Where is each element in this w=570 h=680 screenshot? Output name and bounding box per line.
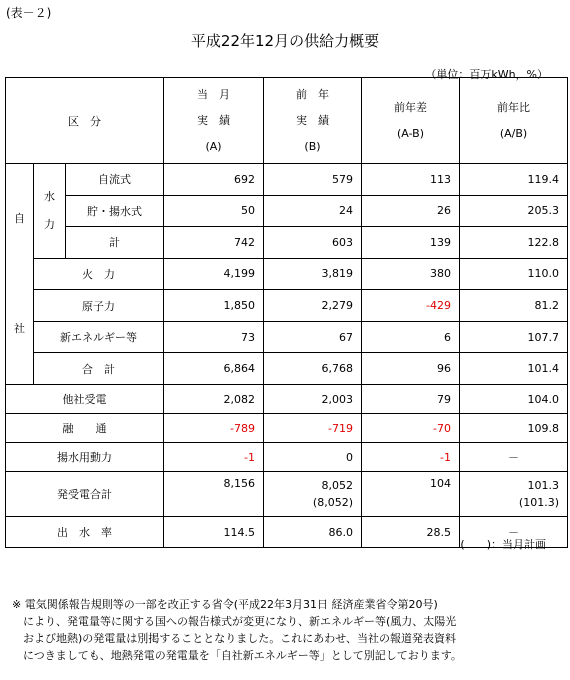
value-ratio: － [460, 443, 568, 472]
value-ratio: 101.3 (101.3) [460, 472, 568, 517]
value-a: 2,082 [164, 385, 264, 414]
value-ratio: 119.4 [460, 164, 568, 196]
page-title: 平成22年12月の供給力概要 [190, 32, 380, 50]
plan-legend: ( )：当月計画 [460, 538, 546, 551]
value-b: 2,003 [264, 385, 362, 414]
header-current-month: 当 月 実 績 (A) [164, 78, 264, 164]
value-diff: -1 [362, 443, 460, 472]
value-b: 2,279 [264, 290, 362, 322]
row-label: 融 通 [6, 414, 164, 443]
header-row [6, 78, 568, 164]
value-ratio: 205.3 [460, 195, 568, 227]
value-diff: 79 [362, 385, 460, 414]
value-b: 86.0 [264, 517, 362, 548]
footnote-line: および地熱)の発電量は別掲することとなりました。これにあわせ、当社の報道発表資料 [12, 632, 456, 645]
value-ratio: － [460, 517, 568, 548]
value-diff: -429 [362, 290, 460, 322]
value-b: 8,052 (8,052) [264, 472, 362, 517]
value-ratio: 104.0 [460, 385, 568, 414]
value-a: 1,850 [164, 290, 264, 322]
table-row [6, 472, 568, 517]
row-label: 揚水用動力 [6, 443, 164, 472]
value-diff: -70 [362, 414, 460, 443]
supply-table [5, 77, 568, 548]
footnote-line: により、発電量等に関する国への報告様式が変更になり、新エネルギー等(風力、太陽光 [12, 615, 457, 628]
value-diff: 28.5 [362, 517, 460, 548]
value-ratio: 122.8 [460, 227, 568, 259]
row-label: 新エネルギー等 [34, 321, 164, 353]
table-row [6, 164, 568, 196]
table-row [6, 227, 568, 259]
value-a: 6,864 [164, 353, 264, 385]
value-b: 6,768 [264, 353, 362, 385]
row-label: 自流式 [66, 164, 164, 196]
value-diff: 96 [362, 353, 460, 385]
value-ratio: 81.2 [460, 290, 568, 322]
footnote [12, 596, 564, 664]
value-diff: 6 [362, 321, 460, 353]
value-a: 114.5 [164, 517, 264, 548]
header-ratio: 前年比 (A/B) [460, 78, 568, 164]
own-company-label: 自 社 [6, 164, 34, 385]
row-label: 他社受電 [6, 385, 164, 414]
value-b: 603 [264, 227, 362, 259]
row-label: 出 水 率 [6, 517, 164, 548]
value-a: 8,156 [164, 472, 264, 517]
row-label: 発受電合計 [6, 472, 164, 517]
row-label: 火 力 [34, 258, 164, 290]
value-diff: 380 [362, 258, 460, 290]
footnote-line: につきましても、地熱発電の発電量を「自社新エネルギー等」として別記しております。 [12, 649, 462, 662]
header-category: 区 分 [6, 78, 164, 164]
footnote-line: ※ 電気関係報告規則等の一部を改正する省令(平成22年3月31日 経済産業省令第20号) [12, 598, 438, 611]
value-a: 73 [164, 321, 264, 353]
table-row [6, 385, 568, 414]
table-number: (表－２) [6, 6, 52, 20]
value-ratio: 107.7 [460, 321, 568, 353]
value-diff: 139 [362, 227, 460, 259]
value-a: -1 [164, 443, 264, 472]
hydro-label: 水 力 [34, 164, 66, 259]
value-a: -789 [164, 414, 264, 443]
value-a: 4,199 [164, 258, 264, 290]
table-row [6, 290, 568, 322]
value-diff: 104 [362, 472, 460, 517]
value-diff: 113 [362, 164, 460, 196]
value-b: 67 [264, 321, 362, 353]
value-b: 0 [264, 443, 362, 472]
value-b: -719 [264, 414, 362, 443]
unit-label: （単位：百万kWh，%） [425, 68, 548, 81]
value-diff: 26 [362, 195, 460, 227]
table-row [6, 195, 568, 227]
row-label: 合 計 [34, 353, 164, 385]
value-ratio: 109.8 [460, 414, 568, 443]
value-ratio: 110.0 [460, 258, 568, 290]
value-a: 742 [164, 227, 264, 259]
value-b: 24 [264, 195, 362, 227]
value-ratio: 101.4 [460, 353, 568, 385]
table-row [6, 443, 568, 472]
row-label: 原子力 [34, 290, 164, 322]
header-previous-year: 前 年 実 績 (B) [264, 78, 362, 164]
row-label: 貯・揚水式 [66, 195, 164, 227]
value-b: 579 [264, 164, 362, 196]
table-row [6, 258, 568, 290]
row-label: 計 [66, 227, 164, 259]
header-difference: 前年差 (A-B) [362, 78, 460, 164]
value-b: 3,819 [264, 258, 362, 290]
value-a: 692 [164, 164, 264, 196]
table-row [6, 321, 568, 353]
table-row [6, 353, 568, 385]
value-a: 50 [164, 195, 264, 227]
table-row [6, 414, 568, 443]
